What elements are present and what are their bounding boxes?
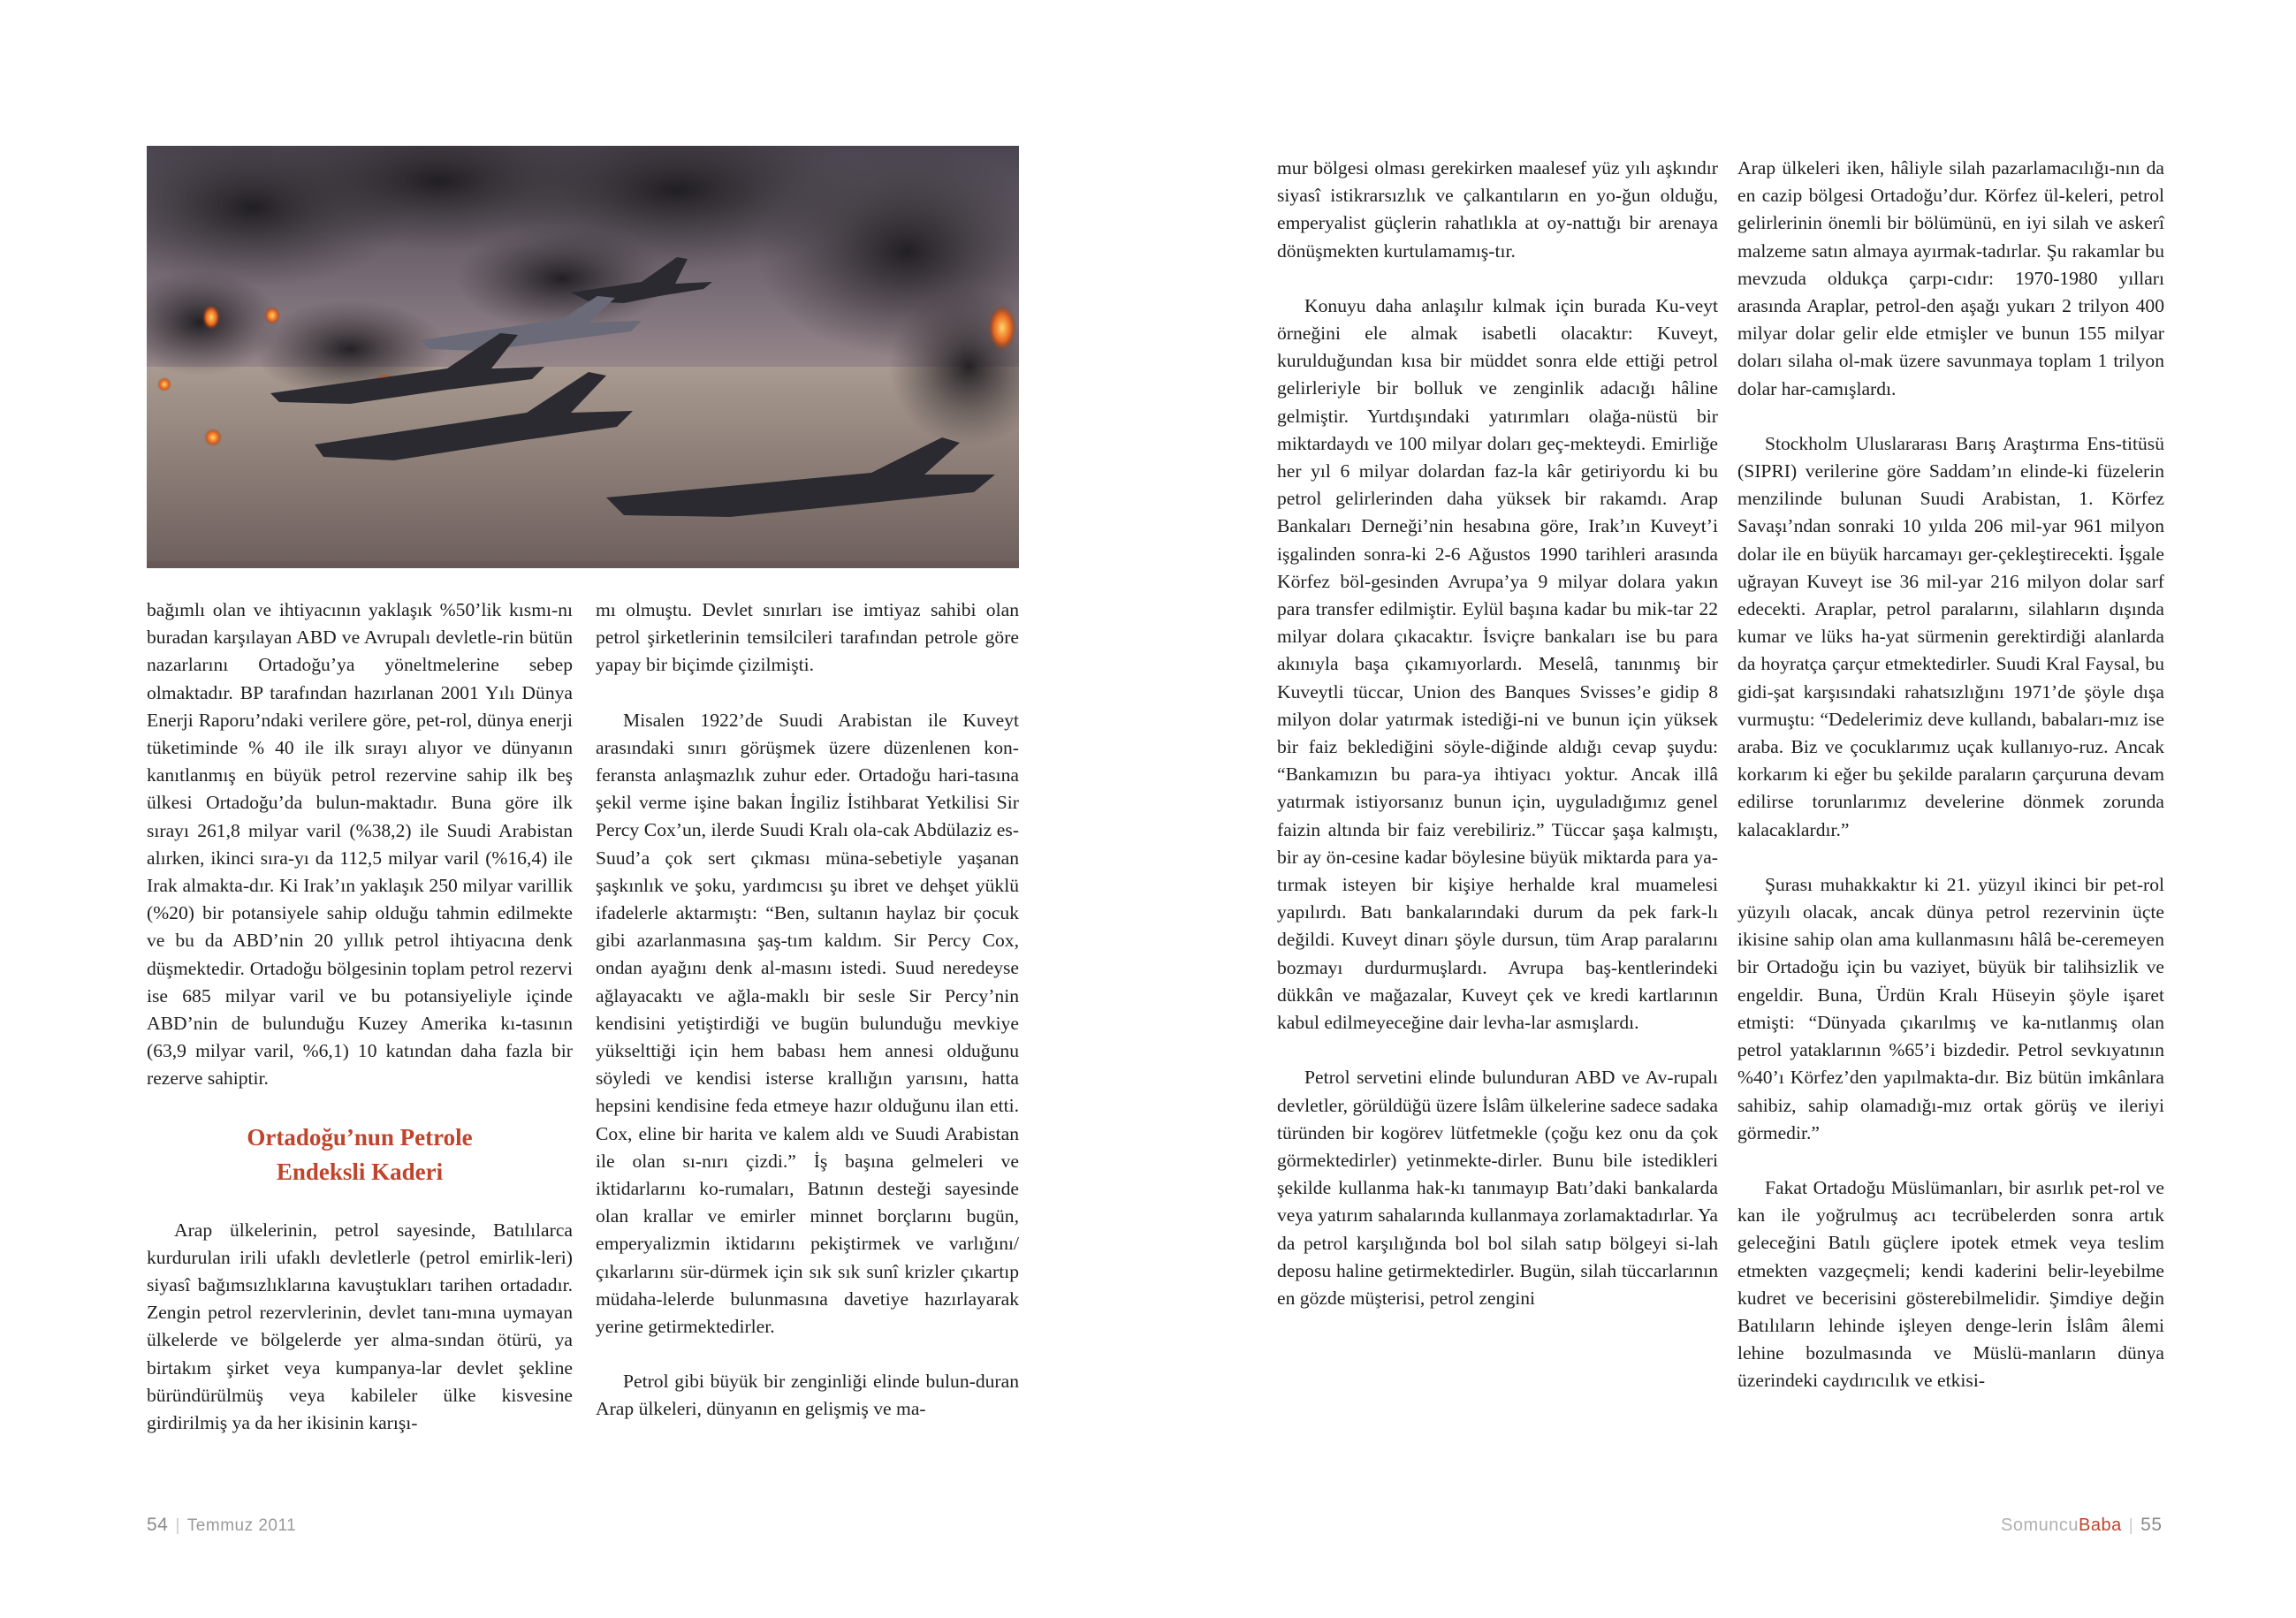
fighter-jets-photo [147,146,1019,568]
right-column-2 [1737,155,2164,1395]
issue-date: Temmuz 2011 [186,1516,297,1535]
right-column-1 [1277,155,1718,1312]
paragraph: bağımlı olan ve ihtiyacının yaklaşık %50’lik kısmı-nı buradan karşılayan ABD ve Avrupalı devletle-rin bütün nazarlarını Ortadoğu’ya yöneltmelerine sebep olmaktadır. BP tarafından hazırlanan 2001 Yılı Dünya Enerji Raporu’ndaki verilere göre, pet-rol, dünya enerji tüketiminde % 40 ile ilk sırayı alıyor ve dünyanın kanıtlanmış en büyük petrol rezervine sahip ilk beş ülkesi Ortadoğu’da bulun-maktadır. Buna göre ilk sırayı 261,8 milyar varil (%38,2) ile Suudi Arabistan alırken, ikinci sıra-yı da 112,5 milyar varil (%16,4) ile Irak almakta-dır. Ki Irak’ın yaklaşık 250 milyar varillik (%20) bir potansiyele sahip olduğu tahmin edilmekte ve bu da ABD’nin 20 yıllık petrol ihtiyacına denk düşmektedir. Ortadoğu bölgesinin toplam petrol rezervi ise 685 milyar varil ve bu potansiyeliyle içinde ABD’nin de bulunduğu Kuzey Amerika kı-tasının (63,9 milyar varil, %6,1) 10 katından daha fazla bir rezerve sahiptir. [147,599,573,1090]
section-heading-line1: Ortadoğu’nun Petrole [247,1123,473,1151]
paragraph: Stockholm Uluslararası Barış Araştırma Ens-titüsü (SIPRI) verilerine göre Saddam’ın elinde-ki füzelerin menzilinde bulunan Suudi Arabistan, 1. Körfez Savaşı’ndan sonraki 10 yılda 206 mil-yar 961 milyon dolar ile en büyük harcamayı ger-çekleştirecekti. İşgale uğrayan Kuveyt ise 36 mil-yar 216 milyon dolar sarf edecekti. Araplar, petrol paralarını, silahların dışında kumar ve lüks ha-yat sürmenin gerektirdiği alanlarda da hoyratça çarçur etmektedirler. Suudi Kral Faysal, bu gidi-şat karşısındaki rahatsızlığını 1971’de şöyle dışa vurmuştu: “Dedelerimiz deve kullandı, babaları-mız ise araba. Biz ve çocuklarımız uçak kullanıyo-ruz. Ancak korkarım ki eğer bu şekilde paraların çarçuruna devam edilirse torunlarımız develerine dönmek zorunda kalacaklardır.” [1737,432,2164,840]
page-number: 54 [147,1515,169,1535]
section-heading-line2: Endeksli Kaderi [276,1158,444,1185]
paragraph: Konuyu daha anlaşılır kılmak için burada Ku-veyt örneğini ele almak isabetli olacaktır: Kuveyt, kurulduğundan kısa bir müddet sonra elde ettiği petrol gelirleriyle bir bolluk ve zenginlik adacığı hâline gelmiştir. Yurtdışındaki yatırımları olağa-nüstü bir miktardaydı ve 100 milyar doları geç-mekteydi. Emirliğe her yıl 6 milyar dolardan faz-la kâr getiriyordu ki bu petrol gelirlerinden daha yüksek bir rakamdı. Arap Bankaları Derneği’nin hesabına göre, Irak’ın Kuveyt’i işgalinden sonra-ki 2-6 Ağustos 1990 tarihleri arasında Körfez böl-gesinden Avrupa’ya 9 milyar dolara yakın para transfer edilmiştir. Eylül başına kadar bu mik-tar 22 milyar dolara çıkacaktır. İsviçre bankaları ise bu para akınıyla başa çıkamıyorlardı. Meselâ, tanınmış bir Kuveytli tüccar, Union des Banques Svisses’e gidip 8 milyon dolar yatırmak istediği-ni ve bunun için yüksek bir faiz beklediğini söyle-diğinde aldığı cevap şuydu: “Bankamızın bu para-ya ihtiyacı yoktur. Ancak illâ yatırmak istiyorsanız bunun için, uyguladığımız genel faizin altında bir faiz verebiliriz.” Tüccar şaşa kalmıştı, bir ay ön-cesine kadar böylesine büyük miktarda para ya-tırmak isteyen bir kişiye herhalde kral muamelesi yapılırdı. Batı bankalarındaki durum da pek fark-lı değildi. Kuveyt dinarı şöyle dursun, tüm Arap paralarını bozmayı durdurmuşlardı. Avrupa baş-kentlerindeki dükkân ve mağazalar, Kuveyt çek ve kredi kartlarının kabul edilmeyeceğine dair levha-lar asmışlardı. [1277,294,1718,1034]
footer-divider: | [175,1516,180,1535]
paragraph: mı olmuştu. Devlet sınırları ise imtiyaz sahibi olan petrol şirketlerinin temsilcileri tarafından petrole göre yapay bir biçimde çizilmişti. [596,599,1019,676]
page-number: 55 [2140,1515,2163,1535]
brand-part2: Baba [2079,1515,2122,1535]
fighter-jets-over-burning-oil-fields-photo [147,146,1019,568]
left-column-2 [596,596,1019,1424]
left-page-footer [147,1515,296,1536]
paragraph: Misalen 1922’de Suudi Arabistan ile Kuveyt arasındaki sınırı görüşmek üzere düzenlenen kon-feransta anlaşmazlık zuhur eder. Ortadoğu hari-tasına şekil verme işine bakan İngiliz İstihbarat Yetkilisi Sir Percy Cox’un, ilerde Suudi Kralı ola-cak Abdülaziz es-Suud’a çok sert çıkması müna-sebetiyle yaşanan şaşkınlık ve şoku, yardımcısı şu ibret ve dehşet yüklü ifadelerle aktarmıştı: “Ben, sultanın haylaz bir çocuk gibi azarlanmasına şaş-tım kaldım. Sir Percy Cox, ondan ayağını denk al-masını istedi. Suud neredeyse ağlayacaktı ve ağla-maklı bir sesle Sir Percy’nin kendisini yetiştirdiği ve bugün bulunduğu mevkiye yükselttiği için hem babası hem annesi olduğunu söyledi ve kendisi isterse krallığın yarısını, hatta hepsini kendisine feda etmeye hazır olduğunu ilan etti. Cox, eline bir harita ve kalem aldı ve Suudi Arabistan ile olan sı-nırı çizdi.” İş başına gelmeleri ve iktidarlarını ko-rumaları, Batının desteği sayesinde olan krallar ve emirler minnet borçlarını bugün, emperyalizmin iktidarını pekiştirmek ve varlığını/çıkarlarını sür-dürmek için sık sık sunî krizler çıkartıp müdaha-lelerde bulunmasına davetiye hazırlayarak yerine getirmektedirler. [596,709,1019,1338]
magazine-brand [2001,1515,2122,1535]
paragraph: Şurası muhakkaktır ki 21. yüzyıl ikinci bir pet-rol yüzyılı olacak, ancak dünya petrol rezervinin üçte ikisine sahip olan ama kullanmasını hâlâ be-ceremeyen bir Ortadoğu için bu vaziyet, büyük bir talihsizlik ve engeldir. Buna, Ürdün Kralı Hüseyin şöyle işaret etmişti: “Dünyada çıkarılmış ve ka-nıtlanmış olan petrol yataklarının %65’i bizdedir. Petrol sevkıyatının %40’ı Körfez’den yapılmakta-dır. Biz bütün imkânlara sahibiz, sahip olamadığı-mız ortak görüş ve ileriyi görmedir.” [1737,873,2164,1143]
left-column-1 [147,596,573,1437]
right-page-footer [2001,1515,2163,1536]
brand-part1: Somuncu [2001,1515,2079,1535]
paragraph: Fakat Ortadoğu Müslümanları, bir asırlık pet-rol ve kan ile yoğrulmuş acı tecrübelerden sonra artık geleceğini Batılı güçlere ipotek etmek veya teslim etmekten vazgeçmeli; kendi kaderini belir-leyebilme kudret ve becerisini gösterebilmelidir. Şimdiye değin Batılıların lehinde işleyen denge-lerin İslâm âlemi lehine bozulmasında ve Müslü-manların dünya üzerindeki caydırıcılık ve etkisi- [1737,1176,2164,1392]
footer-divider: | [2128,1516,2134,1535]
paragraph: Arap ülkeleri iken, hâliyle silah pazarlamacılığı-nın da en cazip bölgesi Ortadoğu’dur. Körfez ül-keleri, petrol gelirlerinin önemli bir bölümünü, en iyi silah ve askerî malzeme satın almaya ayırmak-tadırlar. Şu rakamlar bu mevzuda oldukça çarpı-cıdır: 1970-1980 yılları arasında Araplar, petrol-den aşağı yukarı 2 trilyon 400 milyar dolar gelir elde etmişler ve bunun 155 milyar doları silaha ol-mak üzere savunmaya toplam 1 trilyon dolar har-camışlardı. [1737,157,2164,399]
section-heading [147,1120,573,1189]
paragraph: Petrol servetini elinde bulunduran ABD ve Av-rupalı devletler, görüldüğü üzere İslâm ülkelerine sadece sadaka türünden bir kogörev lütfetmekle (çoğu kez onu da çok görmektedirler) yetinmekte-dirler. Bunu bile istedikleri şekilde kullanma hak-kı tanımayıp Batı’daki bankalarda veya yatırım sahalarında kullanmaya zorlamaktadırlar. Ya da petrol karşılığında bol bol silah satıp bölgeyi si-lah deposu haline getirmektedirler. Bugün, silah tüccarlarının en gözde müşterisi, petrol zengini [1277,1067,1718,1309]
paragraph: Arap ülkelerinin, petrol sayesinde, Batılılarca kurdurulan irili ufaklı devletlerle (petrol emirlik-leri) siyasî bağımsızlıklarına kavuştukları tarihen ortadadır. Zengin petrol rezervlerinin, devlet tanı-mına uymayan ülkelerde ve bölgelerde yer alma-sından ötürü, ya birtakım şirket veya kumpanya-lar devlet şekline büründürülmüş veya kabileler ülke kisvesine girdirilmiş ya da her ikisinin karışı- [147,1219,573,1434]
paragraph: Petrol gibi büyük bir zenginliği elinde bulun-duran Arap ülkeleri, dünyanın en gelişmiş ve ma- [596,1371,1019,1420]
paragraph: mur bölgesi olması gerekirken maalesef yüz yılı aşkındır siyasî istikrarsızlık ve çalkantıların en yo-ğun olduğu, emperyalist güçlerin rahatlıkla at oy-nattığı bir arenaya dönüşmekten kurtulamamış-tır. [1277,157,1718,262]
